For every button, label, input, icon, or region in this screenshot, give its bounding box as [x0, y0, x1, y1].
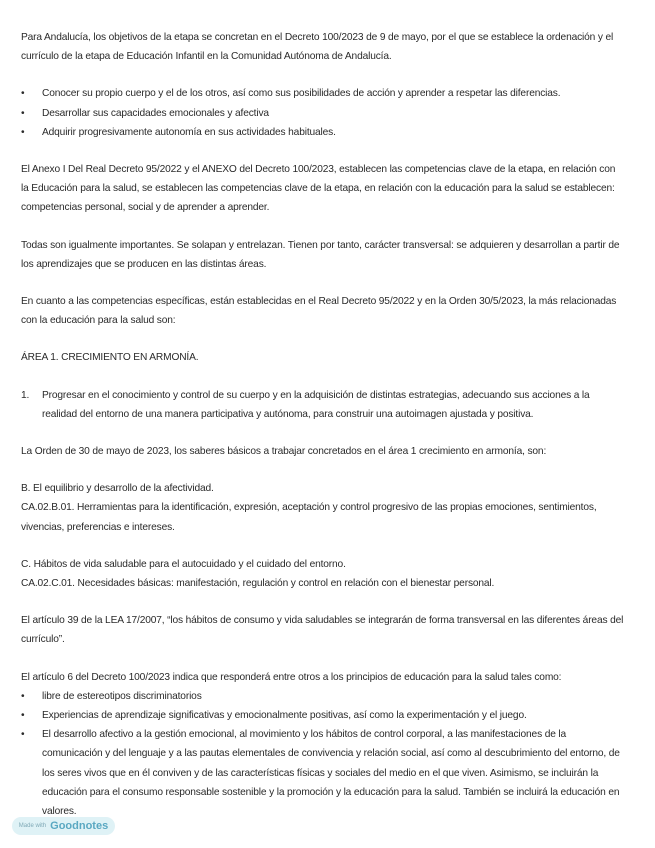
area-title: ÁREA 1. CRECIMIENTO EN ARMONÍA. [21, 352, 199, 364]
block-b-item: CA.02.B.01. Herramientas para la identificación, expresión, aceptación y control progresivo de las propias emociones, sentimientos, vivencias, preferencias e intereses. [21, 502, 597, 533]
list-item: • El desarrollo afectivo a la gestión emocional, al movimiento y los hábitos de control corporal, a las manifestaciones de la comunicación y del lenguaje y a las pautas elementales de convivencia y relación social, así como al descubrimiento del entorno, de los seres vivos que en él conviven y de las características físicas y sociales del medio en el que viven. Asimismo, se incluirán la educación para el consumo responsable sostenible y la promoción y la educación para la salud. También se incluirá la educación en valores. [21, 725, 625, 821]
goodnotes-logo: Goodnotes [50, 820, 109, 832]
document-page [21, 28, 625, 821]
principles-list [21, 687, 625, 821]
list-item: • Adquirir progresivamente autonomía en sus actividades habituales. [21, 123, 625, 142]
annex-paragraph: El Anexo I Del Real Decreto 95/2022 y el ANEXO del Decreto 100/2023, establecen las competencias clave de la etapa, en relación con la Educación para la salud, se establecen las competencias clave de la etapa, en relación con la educación para la salud se establecen: competencias personal, social y de aprender a aprender. [21, 164, 616, 214]
specific-competences-paragraph: En cuanto a las competencias específicas, están establecidas en el Real Decreto 95/2022 y en la Orden 30/5/2023, la más relacionadas con la educación para la salud son: [21, 296, 617, 327]
competences-list [21, 386, 625, 424]
intro-paragraph: Para Andalucía, los objetivos de la etapa se concretan en el Decreto 100/2023 de 9 de mayo, por el que se establece la ordenación y el currículo de la etapa de Educación Infantil en la Comunidad Autónoma de Andalucía. [21, 32, 614, 63]
list-item: • Desarrollar sus capacidades emocionales y afectiva [21, 104, 625, 123]
block-c-item: CA.02.C.01. Necesidades básicas: manifestación, regulación y control en relación con el bienestar personal. [21, 578, 495, 590]
objectives-list [21, 84, 625, 142]
importance-paragraph: Todas son igualmente importantes. Se solapan y entrelazan. Tienen por tanto, carácter transversal: se adquieren y desarrollan a partir de los aprendizajes que se producen en las distintas áreas. [21, 239, 620, 270]
block-b-title: B. El equilibrio y desarrollo de la afectividad. [21, 483, 214, 495]
list-item: • libre de estereotipos discriminatorios [21, 687, 625, 706]
article-39-paragraph: El artículo 39 de la LEA 17/2007, “los hábitos de consumo y vida saludables se integrarán de forma transversal en las diferentes áreas del currículo”. [21, 615, 624, 646]
list-item [21, 386, 625, 424]
order-paragraph: La Orden de 30 de mayo de 2023, los saberes básicos a trabajar concretados en el área 1 crecimiento en armonía, son: [21, 446, 547, 458]
goodnotes-watermark [12, 817, 115, 835]
list-item: • Conocer su propio cuerpo y el de los otros, así como sus posibilidades de acción y aprender a respetar las diferencias. [21, 84, 625, 103]
block-c-title: C. Hábitos de vida saludable para el autocuidado y el cuidado del entorno. [21, 558, 346, 570]
article-6-paragraph: El artículo 6 del Decreto 100/2023 indica que responderá entre otros a los principios de educación para la salud tales como: [21, 671, 562, 683]
list-item: • Experiencias de aprendizaje significativas y emocionalmente positivas, así como la experimentación y el juego. [21, 706, 625, 725]
competence-text: Progresar en el conocimiento y control de su cuerpo y en la adquisición de distintas estrategias, adecuando sus acciones a la realidad del entorno de una manera participativa y autónoma, para construir una autoimagen ajustada y positiva. [42, 389, 590, 420]
watermark-prefix: Made with [18, 823, 47, 829]
list-number: 1. [21, 389, 30, 401]
